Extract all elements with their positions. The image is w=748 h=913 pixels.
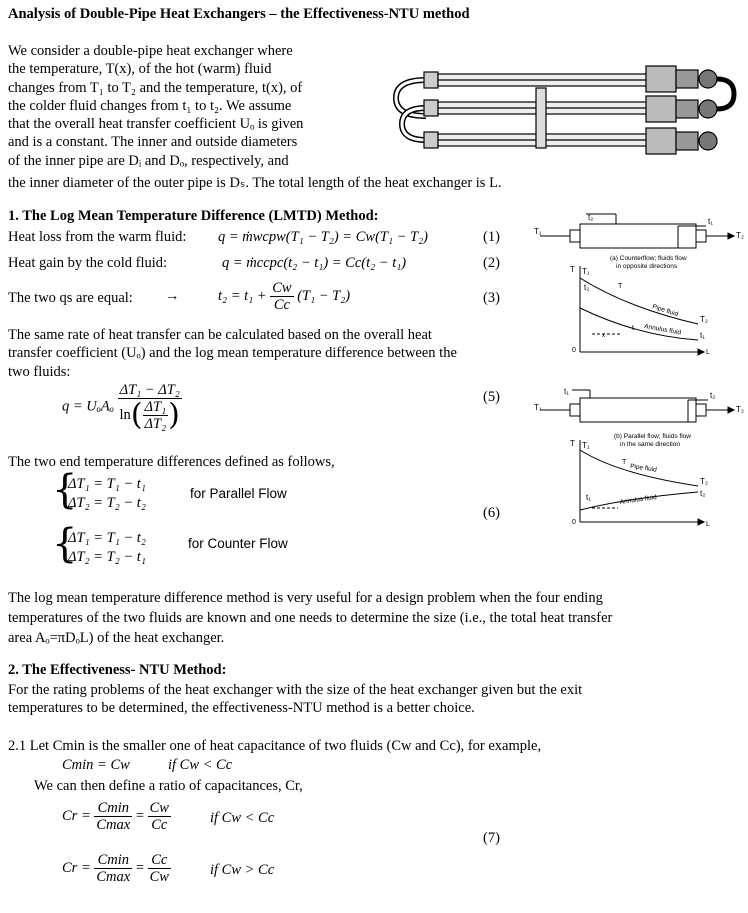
same-rate-line: transfer coefficient (Uₒ) and the log mean temperature difference between the bbox=[8, 345, 457, 362]
equation-number-2: (2) bbox=[483, 255, 500, 271]
counterflow-figure bbox=[528, 212, 746, 362]
implies-arrow: → bbox=[165, 288, 180, 304]
cr2-equals: = bbox=[135, 860, 145, 876]
counterflow-annulus-fluid: Annulus fluid bbox=[643, 323, 682, 337]
parallel-T-curve: T bbox=[622, 459, 627, 466]
eq3-numerator: Cw bbox=[272, 280, 292, 296]
intro-line: of the inner pipe are Dᵢ and Dₒ, respectively, and bbox=[8, 152, 289, 169]
cmin-condition: if Cw < Cc bbox=[168, 757, 233, 773]
lmtd-denominator bbox=[118, 399, 182, 432]
parallel-eq-2: ΔT₂ = T₂ − t₂ bbox=[68, 495, 146, 511]
cr-equation-2 bbox=[62, 852, 171, 885]
counterflow-caption-1: (a) Counterflow; fluids flow bbox=[610, 255, 687, 262]
parallel-T2-right: T₂ bbox=[736, 405, 744, 414]
counterflow-T1-left: T₁ bbox=[534, 227, 542, 236]
counter-equations bbox=[68, 529, 146, 567]
intro-line: that the overall heat transfer coefficient Uₒ is given bbox=[8, 116, 304, 133]
cr1-condition: if Cw < Cc bbox=[210, 810, 275, 826]
lmtd-closing-paragraph bbox=[8, 588, 738, 648]
parallel-T-axis: T bbox=[570, 439, 575, 448]
counterflow-t-curve: t bbox=[632, 325, 634, 332]
cmin-equation: Cmin = Cw bbox=[62, 757, 130, 773]
parallel-eq-1: ΔT₁ = T₁ − t₁ bbox=[68, 476, 146, 492]
parallel-flow-figure bbox=[528, 388, 746, 534]
lmtd-fraction bbox=[118, 382, 182, 432]
page-title: Analysis of Double-Pipe Heat Exchangers – the Effectiveness-NTU method bbox=[8, 6, 470, 22]
eq3-denominator: Cc bbox=[273, 297, 290, 313]
cr2-lhs: Cr = bbox=[62, 860, 91, 876]
closing-line: The log mean temperature difference method is very useful for a design problem when the four ending bbox=[8, 590, 603, 606]
equation-number-3: (3) bbox=[483, 290, 500, 306]
section2-line: temperatures to be determined, the effectiveness-NTU method is a better choice. bbox=[8, 700, 475, 717]
closing-line: temperatures of the two fluids are known and one needs to determine the size (i.e., the total heat transfer bbox=[8, 610, 613, 626]
closing-line: area Aₒ=πDₒL) of the heat exchanger. bbox=[8, 630, 225, 646]
lmtd-inner-numerator: ΔT₁ bbox=[144, 399, 167, 415]
equation-number-5: (5) bbox=[483, 389, 500, 405]
intro-line: and is a constant. The inner and outside diameters bbox=[8, 134, 298, 151]
counter-brace: { bbox=[52, 521, 78, 567]
eq3-lhs: t₂ = t₁ + bbox=[218, 287, 267, 304]
eq3-rhs: (T₁ − T₂) bbox=[297, 287, 351, 304]
parallel-t2-axis: t₂ bbox=[700, 489, 706, 498]
cr2-num-a: Cmin bbox=[94, 852, 132, 869]
counter-flow-label: for Counter Flow bbox=[188, 536, 288, 551]
section1-heading: 1. The Log Mean Temperature Difference (LMTD) Method: bbox=[8, 208, 379, 224]
equation-number-1: (1) bbox=[483, 229, 500, 245]
counterflow-t2-top: t₂ bbox=[588, 213, 594, 222]
lmtd-paren-open: ( bbox=[130, 397, 143, 433]
counter-eq-2: ΔT₂ = T₂ − t₁ bbox=[68, 549, 146, 565]
heat-exchanger-illustration bbox=[388, 58, 738, 160]
counter-eq-1: ΔT₁ = T₁ − t₂ bbox=[68, 530, 146, 546]
intro-paragraph bbox=[8, 42, 344, 170]
cr2-fraction-b bbox=[148, 852, 171, 885]
lmtd-lhs: q = UₒAₒ bbox=[62, 398, 114, 415]
counterflow-caption-2: in opposite directions bbox=[616, 263, 678, 270]
counterflow-T1-axis: T₁ bbox=[582, 267, 590, 276]
cr2-num-b: Cc bbox=[148, 852, 171, 869]
lmtd-inner-denominator: ΔT₂ bbox=[144, 416, 167, 432]
counterflow-T2-axis: T₂ bbox=[700, 315, 708, 324]
lmtd-paren-close: ) bbox=[168, 397, 180, 433]
parallel-t1-axis: t₁ bbox=[586, 493, 591, 502]
heat-gain-label: Heat gain by the cold fluid: bbox=[8, 255, 168, 271]
lmtd-inner-fraction bbox=[143, 399, 169, 432]
cr1-den-a: Cmax bbox=[96, 817, 131, 833]
section2-heading: 2. The Effectiveness- NTU Method: bbox=[8, 662, 227, 678]
cr2-fraction-a bbox=[94, 852, 132, 885]
heat-gain-equation: q = ṁccpc(t₂ − t₁) = Cc(t₂ − t₁) bbox=[222, 255, 407, 271]
parallel-zero: 0 bbox=[572, 519, 576, 526]
parallel-flow-label: for Parallel Flow bbox=[190, 486, 287, 501]
equation-number-7: (7) bbox=[483, 830, 500, 846]
lmtd-numerator: ΔT₁ − ΔT₂ bbox=[118, 382, 182, 399]
counterflow-L: L bbox=[706, 349, 710, 356]
cr1-lhs: Cr = bbox=[62, 808, 91, 824]
parallel-T2-axis: T₂ bbox=[700, 477, 708, 486]
equation-number-6: (6) bbox=[483, 505, 500, 521]
counterflow-t2-axis: t₂ bbox=[584, 283, 590, 292]
cr1-fraction-a bbox=[94, 800, 132, 833]
parallel-annulus-fluid: Annulus fluid bbox=[619, 493, 658, 506]
cr1-num-a: Cmin bbox=[94, 800, 132, 817]
counterflow-T-curve: T bbox=[618, 283, 623, 290]
parallel-t2-top: t₂ bbox=[710, 391, 716, 400]
parallel-caption-2: in the same direction bbox=[620, 441, 680, 448]
intro-line: the temperature, T(x), of the hot (warm) fluid bbox=[8, 61, 272, 78]
cr-equation-1 bbox=[62, 800, 171, 833]
lmtd-ln: ln bbox=[119, 406, 131, 423]
parallel-caption-1: (b) Parallel flow; fluids flow bbox=[614, 433, 691, 440]
counterflow-zero: 0 bbox=[572, 347, 576, 354]
counterflow-x: x bbox=[602, 333, 605, 339]
outlet-temperature-equation bbox=[218, 280, 350, 313]
equal-label: The two qs are equal: bbox=[8, 290, 133, 306]
counterflow-T2-right: T₂ bbox=[736, 231, 744, 240]
counterflow-t1-axis: t₁ bbox=[700, 331, 705, 340]
cr1-fraction-b bbox=[148, 800, 171, 833]
parallel-brace: { bbox=[52, 467, 78, 513]
cr1-num-b: Cw bbox=[149, 800, 169, 816]
cr1-equals: = bbox=[135, 808, 145, 824]
counterflow-pipe-fluid: Pipe fluid bbox=[651, 303, 679, 319]
parallel-T1-left: T₁ bbox=[534, 403, 542, 412]
heat-loss-equation: q = ṁwcpw(T₁ − T₂) = Cw(T₁ − T₂) bbox=[218, 229, 428, 245]
intro-line: We consider a double-pipe heat exchanger where bbox=[8, 43, 293, 59]
parallel-t1-top: t₁ bbox=[564, 388, 569, 396]
parallel-T1-axis: T₁ bbox=[582, 441, 590, 450]
cr2-den-b: Cw bbox=[149, 869, 169, 885]
cr2-den-a: Cmax bbox=[96, 869, 131, 885]
same-rate-line: The same rate of heat transfer can be calculated based on the overall heat bbox=[8, 327, 432, 343]
eq3-fraction bbox=[270, 280, 293, 313]
cr2-condition: if Cw > Cc bbox=[210, 862, 275, 878]
section2-line: For the rating problems of the heat exchanger with the size of the heat exchanger given but the exit bbox=[8, 682, 583, 698]
parallel-equations bbox=[68, 475, 146, 513]
ratio-definition-text: We can then define a ratio of capacitances, Cr, bbox=[34, 778, 303, 794]
intro-last-line: the inner diameter of the outer pipe is Dₛ. The total length of the heat exchanger is L. bbox=[8, 175, 502, 191]
intro-line: changes from T₁ to T₂ and the temperature, t(x), of bbox=[8, 79, 303, 96]
counterflow-t1-top: t₁ bbox=[708, 217, 713, 226]
same-rate-paragraph bbox=[8, 326, 514, 381]
cr1-den-b: Cc bbox=[151, 817, 168, 833]
same-rate-line: two fluids: bbox=[8, 363, 71, 380]
intro-line: the colder fluid changes from t₁ to t₂. We assume bbox=[8, 97, 292, 114]
subsection-2-1-text: 2.1 Let Cmin is the smaller one of heat capacitance of two fluids (Cw and Cc), for example, bbox=[8, 738, 542, 754]
heat-loss-label: Heat loss from the warm fluid: bbox=[8, 229, 187, 245]
counterflow-T-axis: T bbox=[570, 265, 575, 274]
parallel-pipe-fluid: Pipe fluid bbox=[629, 463, 658, 474]
lmtd-equation bbox=[62, 382, 182, 432]
parallel-L: L bbox=[706, 521, 710, 528]
end-differences-text: The two end temperature differences defined as follows, bbox=[8, 454, 335, 470]
section2-paragraph bbox=[8, 681, 738, 718]
